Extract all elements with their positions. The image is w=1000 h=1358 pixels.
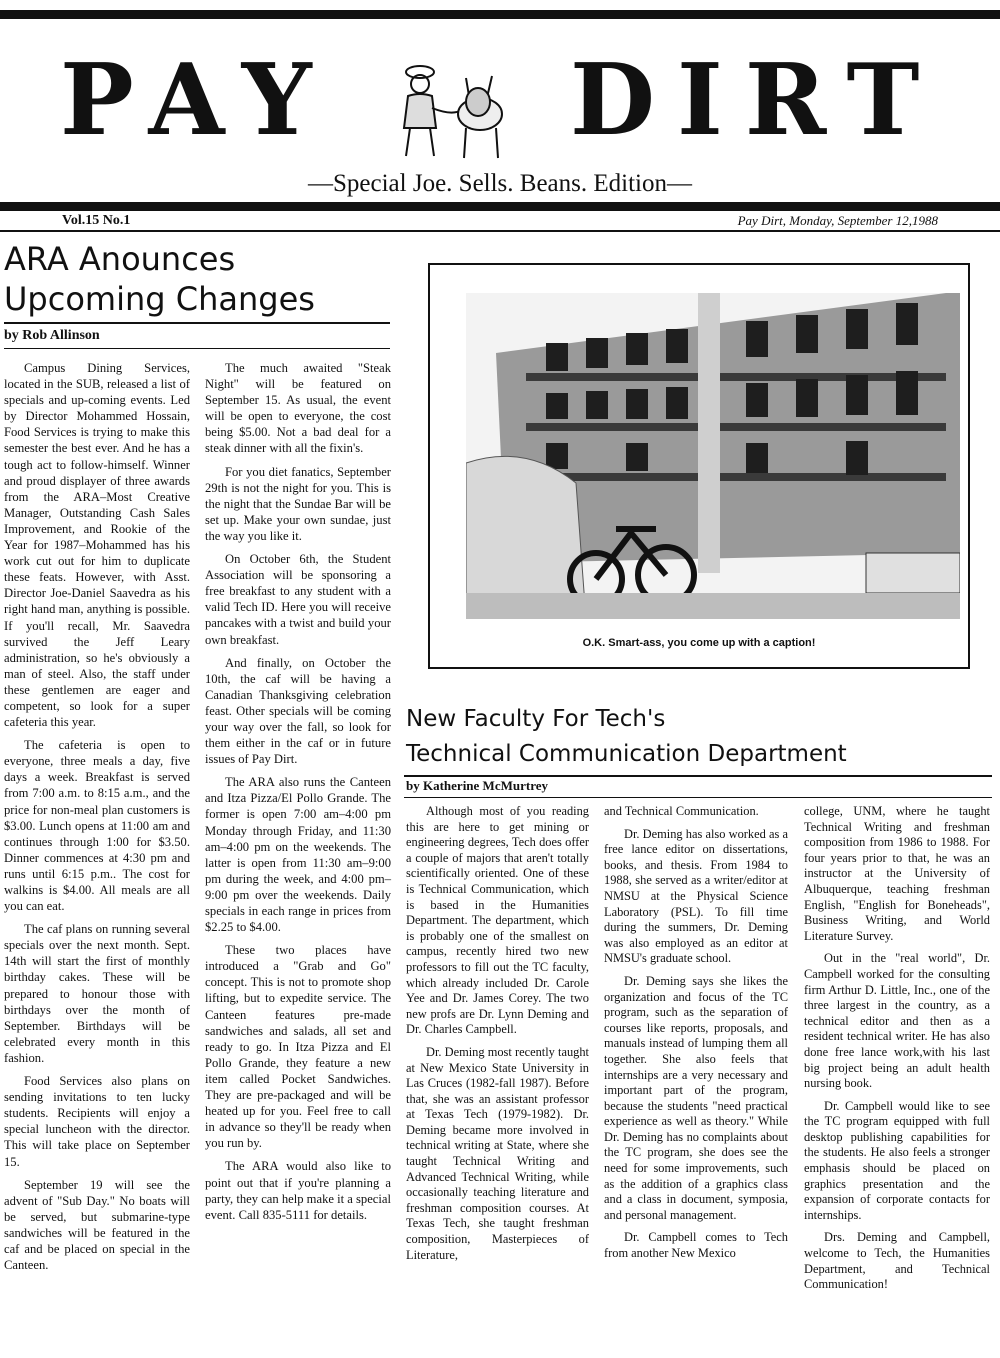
- article1-col2-paragraph: The ARA would also like to point out that if you're planning a party, they can help make it a special event. Call 835-5111 for details.: [205, 1159, 391, 1222]
- article1-col2-paragraph: These two places have introduced a "Grab and Go" concept. This is not to promote shop lifting, but to expedite service. The Canteen features pre-made sandwiches and salads, all set and ready to go. In Itza Pizza and El Pollo Grande, they feature a new item called Pocket Sandwiches. They are pre-packaged and will be heated up for you. Feel free to call in advance so they'll be ready when you run by.: [205, 943, 391, 1151]
- photo-frame: [428, 263, 970, 669]
- article1-col2-paragraph: The much awaited "Steak Night" will be featured on September 15. As usual, the event will be open to everyone, the cost being $5.00. Not a bad deal for a steak dinner with all the fixin's.: [205, 361, 391, 456]
- article2-col2-paragraph: Dr. Campbell comes to Tech from another New Mexico: [604, 1230, 788, 1261]
- article2-headline-line1: New Faculty For Tech's: [406, 706, 666, 732]
- top-rule: [0, 10, 1000, 19]
- article1-byline: by Rob Allinson: [4, 328, 100, 343]
- miner-and-donkey-icon: [392, 58, 516, 164]
- photo-caption: O.K. Smart-ass, you come up with a caption!: [582, 637, 816, 649]
- building-motorcycle-photo: [466, 293, 960, 619]
- article1-col1-paragraph: The caf plans on running several specials over the next month. Sept. 14th will start the first of monthly birthday cakes. These will be prepared to honour those with birthdays over the month of September. Birthdays will be celebrated every month in this fashion.: [4, 922, 190, 1065]
- masthead-bottom-rule: [0, 202, 1000, 211]
- article1-column-2: [205, 360, 391, 1230]
- article2-byline: by Katherine McMurtrey: [406, 778, 548, 793]
- volume-label: Vol.15 No.1: [62, 213, 131, 228]
- article2-column-2: [604, 804, 788, 1269]
- article2-col1-paragraph: Dr. Deming most recently taught at New Mexico State University in Las Cruces (1982-fall 1987). Before that, she was an assistant professor at Texas Tech (1979-1982). Dr. Deming became more involved in technical writing at State, where she taught Technical Writing and Advanced Technical Writing, while occasionally teaching literature and freshman composition courses. At Texas Tech, she taught freshman composition, Masterpieces of Literature,: [406, 1044, 589, 1262]
- dateline: Pay Dirt, Monday, September 12,1988: [737, 213, 938, 228]
- article2-col3-paragraph: Dr. Campbell would like to see the TC program equipped with full desktop publishing capabilities for the students. He also feels a stronger emphasis should be placed on graphics presentation and the expansion of corporate contacts for internships.: [804, 1098, 990, 1222]
- article1-byline-rule: [4, 348, 390, 349]
- article1-column-1: [4, 360, 190, 1280]
- article1-col1-paragraph: September 19 will see the advent of "Sub Day." No boats will be served, but submarine-type sandwiches will be featured in the caf and be placed on special in the Canteen.: [4, 1177, 190, 1273]
- article2-col3-paragraph: Out in the "real world", Dr. Campbell worked for the consulting firm Arthur D. Little, Inc., one of the three largest in the country, as a technical editor and then as a resident technical writer. He has also done free lance work,with his last big project being an adult health nursing book.: [804, 951, 990, 1091]
- article1-col1-paragraph: The cafeteria is open to everyone, three meals a day, five days a week. Breakfast is served from 7:00 a.m. to 8:15 a.m., and the price for non-meal plan customers is $3.00. Lunch opens at 11:00 am and continues through 1:00 for $3.50. Dinner commences at 4:30 pm and runs until 6:15 p.m.. The cost for walkins is $4.00. All meals are all you can eat.: [4, 738, 190, 914]
- article1-col2-paragraph: For you diet fanatics, September 29th is not the night for you. This is the night that the Sundae Bar will be set up. Make your own sundae, just the way you like it.: [205, 464, 391, 543]
- article2-col2-paragraph: Dr. Deming says she likes the organization and focus of the TC program, such as the separation of courses like reports, proposals, and manuals instead of lumping them all together. She also feels that internships are a very necessary and important part of the program, because the students "need practical experience as well as theory." While Dr. Deming has no complaints about the TC program, she does see the need for some improvements, such as the addition of a graphics class and a class in document, symposia, and personal management.: [604, 973, 788, 1222]
- edition-subtitle: —Special Joe. Sells. Beans. Edition—: [308, 170, 692, 197]
- article2-headline-line2: Technical Communication Department: [406, 741, 847, 767]
- article2-col1-paragraph: Although most of you reading this are here to get mining or engineering degrees, Tech does offer a couple of majors that aren't totally scientifically oriented. One of these is Technical Communication, which is based in the Humanities Department. The department, which is probably one of the smallest on campus, recently hired two new professors to fill out the TC faculty, which already included Dr. Carole Yee and Dr. James Corey. The two new profs are Dr. Lynn Deming and Dr. Charles Campbell.: [406, 804, 589, 1037]
- article2-headline-rule: [404, 775, 992, 777]
- article1-headline-rule: [4, 322, 390, 324]
- article1-col1-paragraph: Food Services also plans on sending invitations to ten lucky students. Recipients will enjoy a special luncheon with the director. This will take place on September 15.: [4, 1074, 190, 1169]
- article2-col3-paragraph: Drs. Deming and Campbell, welcome to Tech, the Humanities Department, and Technical Communication!: [804, 1230, 990, 1292]
- masthead-title-left: PAY: [60, 43, 334, 158]
- article1-col2-paragraph: The ARA also runs the Canteen and Itza Pizza/El Pollo Grande. The former is open 7:00 am–4:00 pm Monday through Friday, and 11:30 am–4:00 pm on the weekends. The latter is open from 11:30 am–9:00 pm during the week, and 4:00 pm– 9:00 pm over the weekends. Daily specials in each range in prices from $2.25 to $4.00.: [205, 775, 391, 935]
- article2-column-3: [804, 804, 990, 1300]
- article1-col1-paragraph: Campus Dining Services, located in the SUB, released a list of specials and up-coming events. Led by Director Mohammed Hossain, Food Services is trying to make this semester the best ever. And he has a tough act to follow-himself. Winner and proud displayer of three awards from the ARA–Most Creative Manager, Outstanding Cash Sales Improvement, and Rookie of the Year for 1987–Mohammed has his work cut out for him to duplicate these feats. However, with Asst. Director Joe-Daniel Saavedra as his right hand man, anything is possible. If you'll recall, Mr. Saavedra survived the Jeff Leary administration, so he's obviously a man of steel. Also, the staff under these gentlemen are eager and competent, so look for a super cafeteria this year.: [4, 361, 190, 730]
- dateline-rule: [0, 230, 1000, 232]
- article2-col2-paragraph: Dr. Deming has also worked as a free lance editor on dissertations, books, and thesis. From 1984 to 1988, she served as a writer/editor at NMSU at the Physical Science Laboratory (PSL). To fill time during the summers, Dr. Deming was also employed as an editor at NMSU's graduate school.: [604, 826, 788, 966]
- article2-col3-paragraph: college, UNM, where he taught Technical Writing and freshman composition from 1986 to 1988. For four years prior to that, he was an instructor at the University of Albuquerque, teaching freshman English, "English for Boneheads", Business Writing, and World Literature Survey.: [804, 804, 990, 943]
- article2-byline-rule: [404, 797, 992, 798]
- article2-col2-paragraph: and Technical Communication.: [604, 804, 759, 818]
- article1-headline-line2: Upcoming Changes: [4, 280, 315, 318]
- article1-col2-paragraph: And finally, on October the 10th, the caf will be having a Canadian Thanksgiving celebration feast. Other specials will be coming your way over the fall, so look for them either in the caf or in future issues of Pay Dirt.: [205, 655, 391, 767]
- article1-headline-line1: ARA Anounces: [4, 240, 236, 278]
- article1-col2-paragraph: On October 6th, the Student Association will be sponsoring a free breakfast to any student with a valid Tech ID. Here you will receive pancakes with a twist and build your own breakfast.: [205, 552, 391, 647]
- masthead-title-right: DIRT: [570, 43, 942, 158]
- article2-column-1: [406, 804, 589, 1270]
